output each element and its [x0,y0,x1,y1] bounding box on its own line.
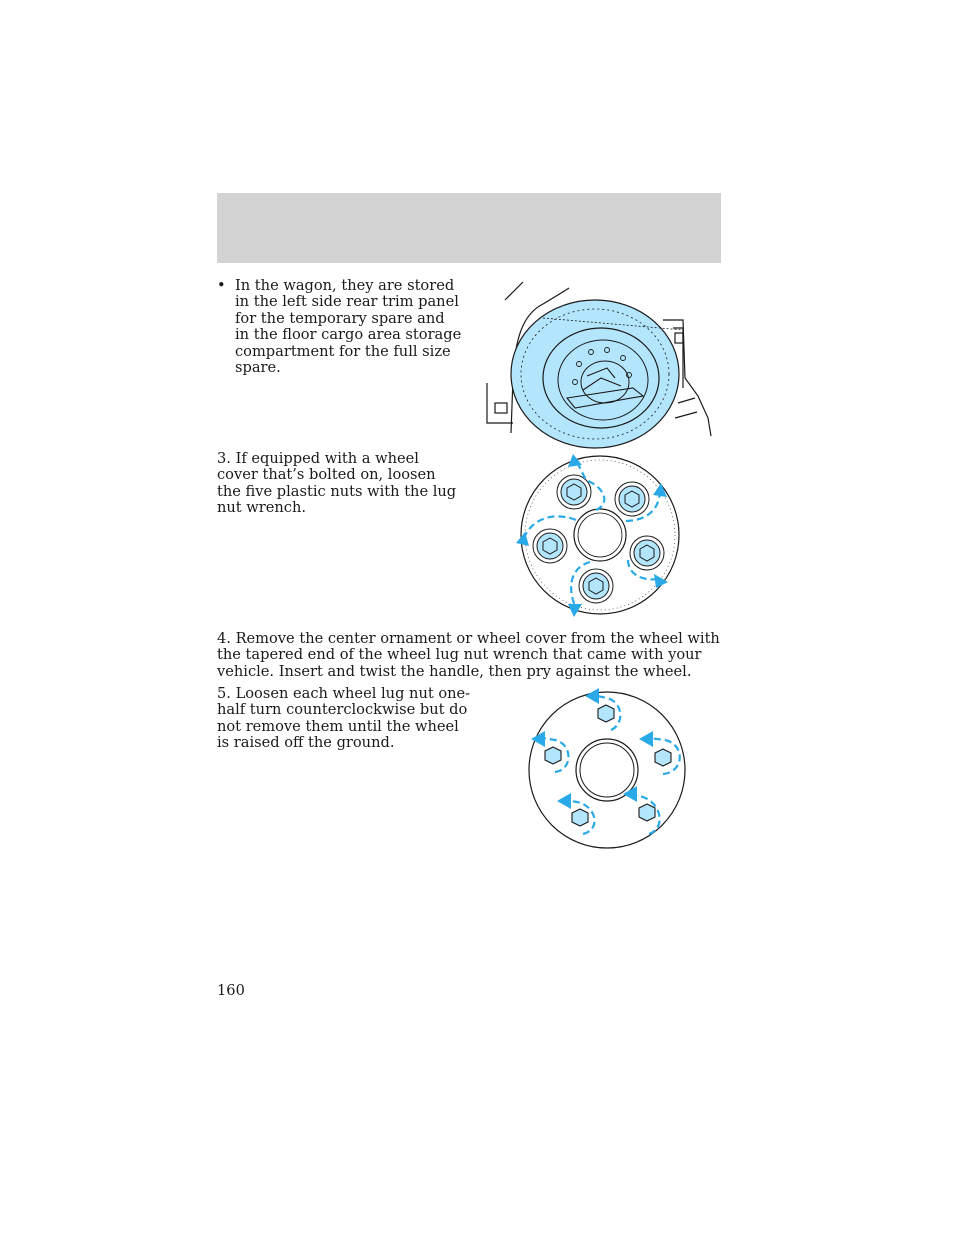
page-number: 160 [217,982,245,999]
step-4-text: 4. Remove the center ornament or wheel cover from the wheel with the tapered end of the wheel lug nut wrench that came with your vehicle. Insert and twist the handle, then pry against the wheel. [217,630,720,680]
lug-nut-bottom-right [639,804,655,821]
bullet-item-wagon-storage [217,278,462,376]
bullet-dot: • [217,277,226,294]
plastic-nut-bottom [579,569,613,603]
plastic-nut-top-right [615,482,649,516]
lug-nut-top [598,705,614,722]
plastic-nut-right [630,536,664,570]
lug-nut-right [655,749,671,766]
spare-tire-icon [511,300,683,448]
plastic-nut-left [533,529,567,563]
lug-nut-bottom-left [572,809,588,826]
plastic-nut-top-left [557,475,591,509]
step-3-text: 3. If equipped with a wheel cover that’s bolted on, loosen the five plastic nuts with the lug nut wrench. [217,450,457,517]
section-header-bar [217,193,721,263]
wheel-cover-nuts-illustration [510,450,690,620]
step-5-text: 5. Loosen each wheel lug nut one-half turn counterclockwise but do not remove them until the wheel is raised off the ground. [217,685,471,752]
spare-tire-storage-illustration [483,278,718,438]
bullet-text: In the wagon, they are stored in the left side rear trim panel for the temporary spare and in the floor cargo area storage compartment for the full size spare. [235,277,462,377]
lug-nut-left [545,747,561,764]
wheel-lug-nuts-illustration [525,688,690,853]
